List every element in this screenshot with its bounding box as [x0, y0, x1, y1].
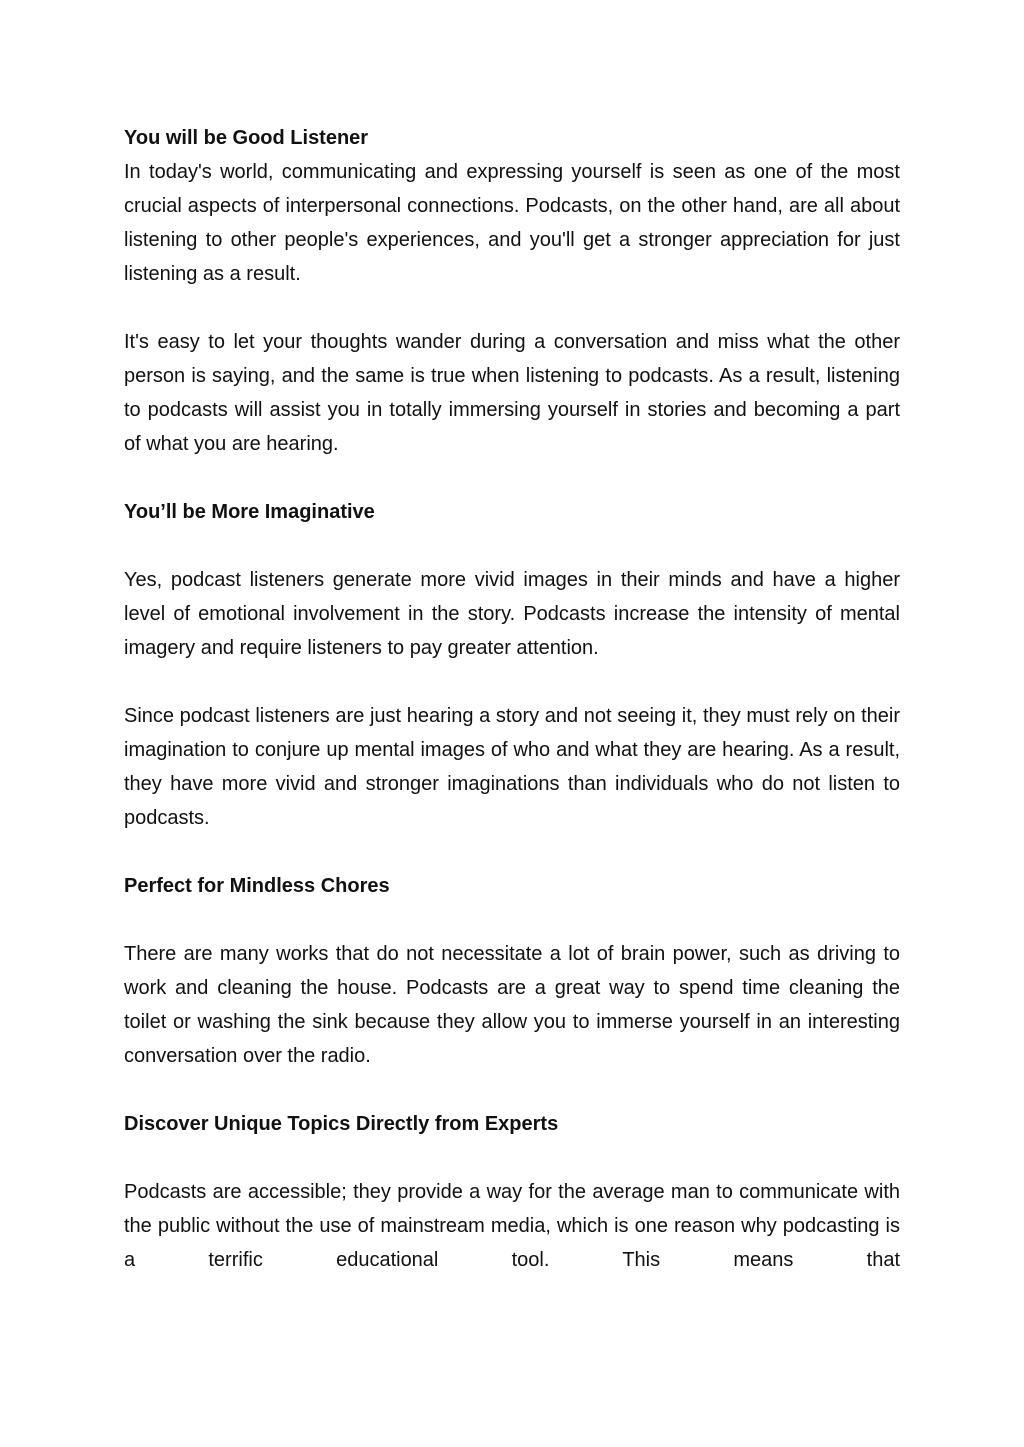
section-heading: You’ll be More Imaginative [124, 501, 375, 523]
paragraph: There are many works that do not necessitate a lot of brain power, such as driving to work and cleaning the house. Podcasts are a great way to spend time cleaning the toilet or washing the sink because they allow you to immerse yourself in an interesting conversation over the radio. [124, 943, 900, 1067]
paragraph-spacer [124, 1141, 900, 1175]
paragraph: Yes, podcast listeners generate more vivid images in their minds and have a higher level of emotional involvement in the story. Podcasts increase the intensity of mental imagery and require listeners to pay greater attention. [124, 569, 900, 659]
paragraph: Podcasts are accessible; they provide a way for the average man to communicate with the public without the use of mainstream media, which is one reason why podcasting is a terrific educational tool. This means that [124, 1181, 900, 1271]
paragraph-spacer [124, 1073, 900, 1107]
section-heading: Discover Unique Topics Directly from Experts [124, 1113, 559, 1135]
paragraph-spacer [124, 529, 900, 563]
paragraph-spacer [124, 291, 900, 325]
document-page [124, 121, 900, 1277]
paragraph-spacer [124, 665, 900, 699]
paragraph: It's easy to let your thoughts wander during a conversation and miss what the other person is saying, and the same is true when listening to podcasts. As a result, listening to podcasts will assist you in totally immersing yourself in stories and becoming a part of what you are hearing. [124, 331, 900, 455]
paragraph: Since podcast listeners are just hearing a story and not seeing it, they must rely on their imagination to conjure up mental images of who and what they are hearing. As a result, they have more vivid and stronger imaginations than individuals who do not listen to podcasts. [124, 705, 900, 829]
paragraph-spacer [124, 835, 900, 869]
paragraph: In today's world, communicating and expressing yourself is seen as one of the most crucial aspects of interpersonal connections. Podcasts, on the other hand, are all about listening to other people's experiences, and you'll get a stronger appreciation for just listening as a result. [124, 161, 900, 285]
paragraph-spacer [124, 461, 900, 495]
section-heading: Perfect for Mindless Chores [124, 875, 390, 897]
paragraph-spacer [124, 903, 900, 937]
section-heading: You will be Good Listener [124, 127, 369, 149]
